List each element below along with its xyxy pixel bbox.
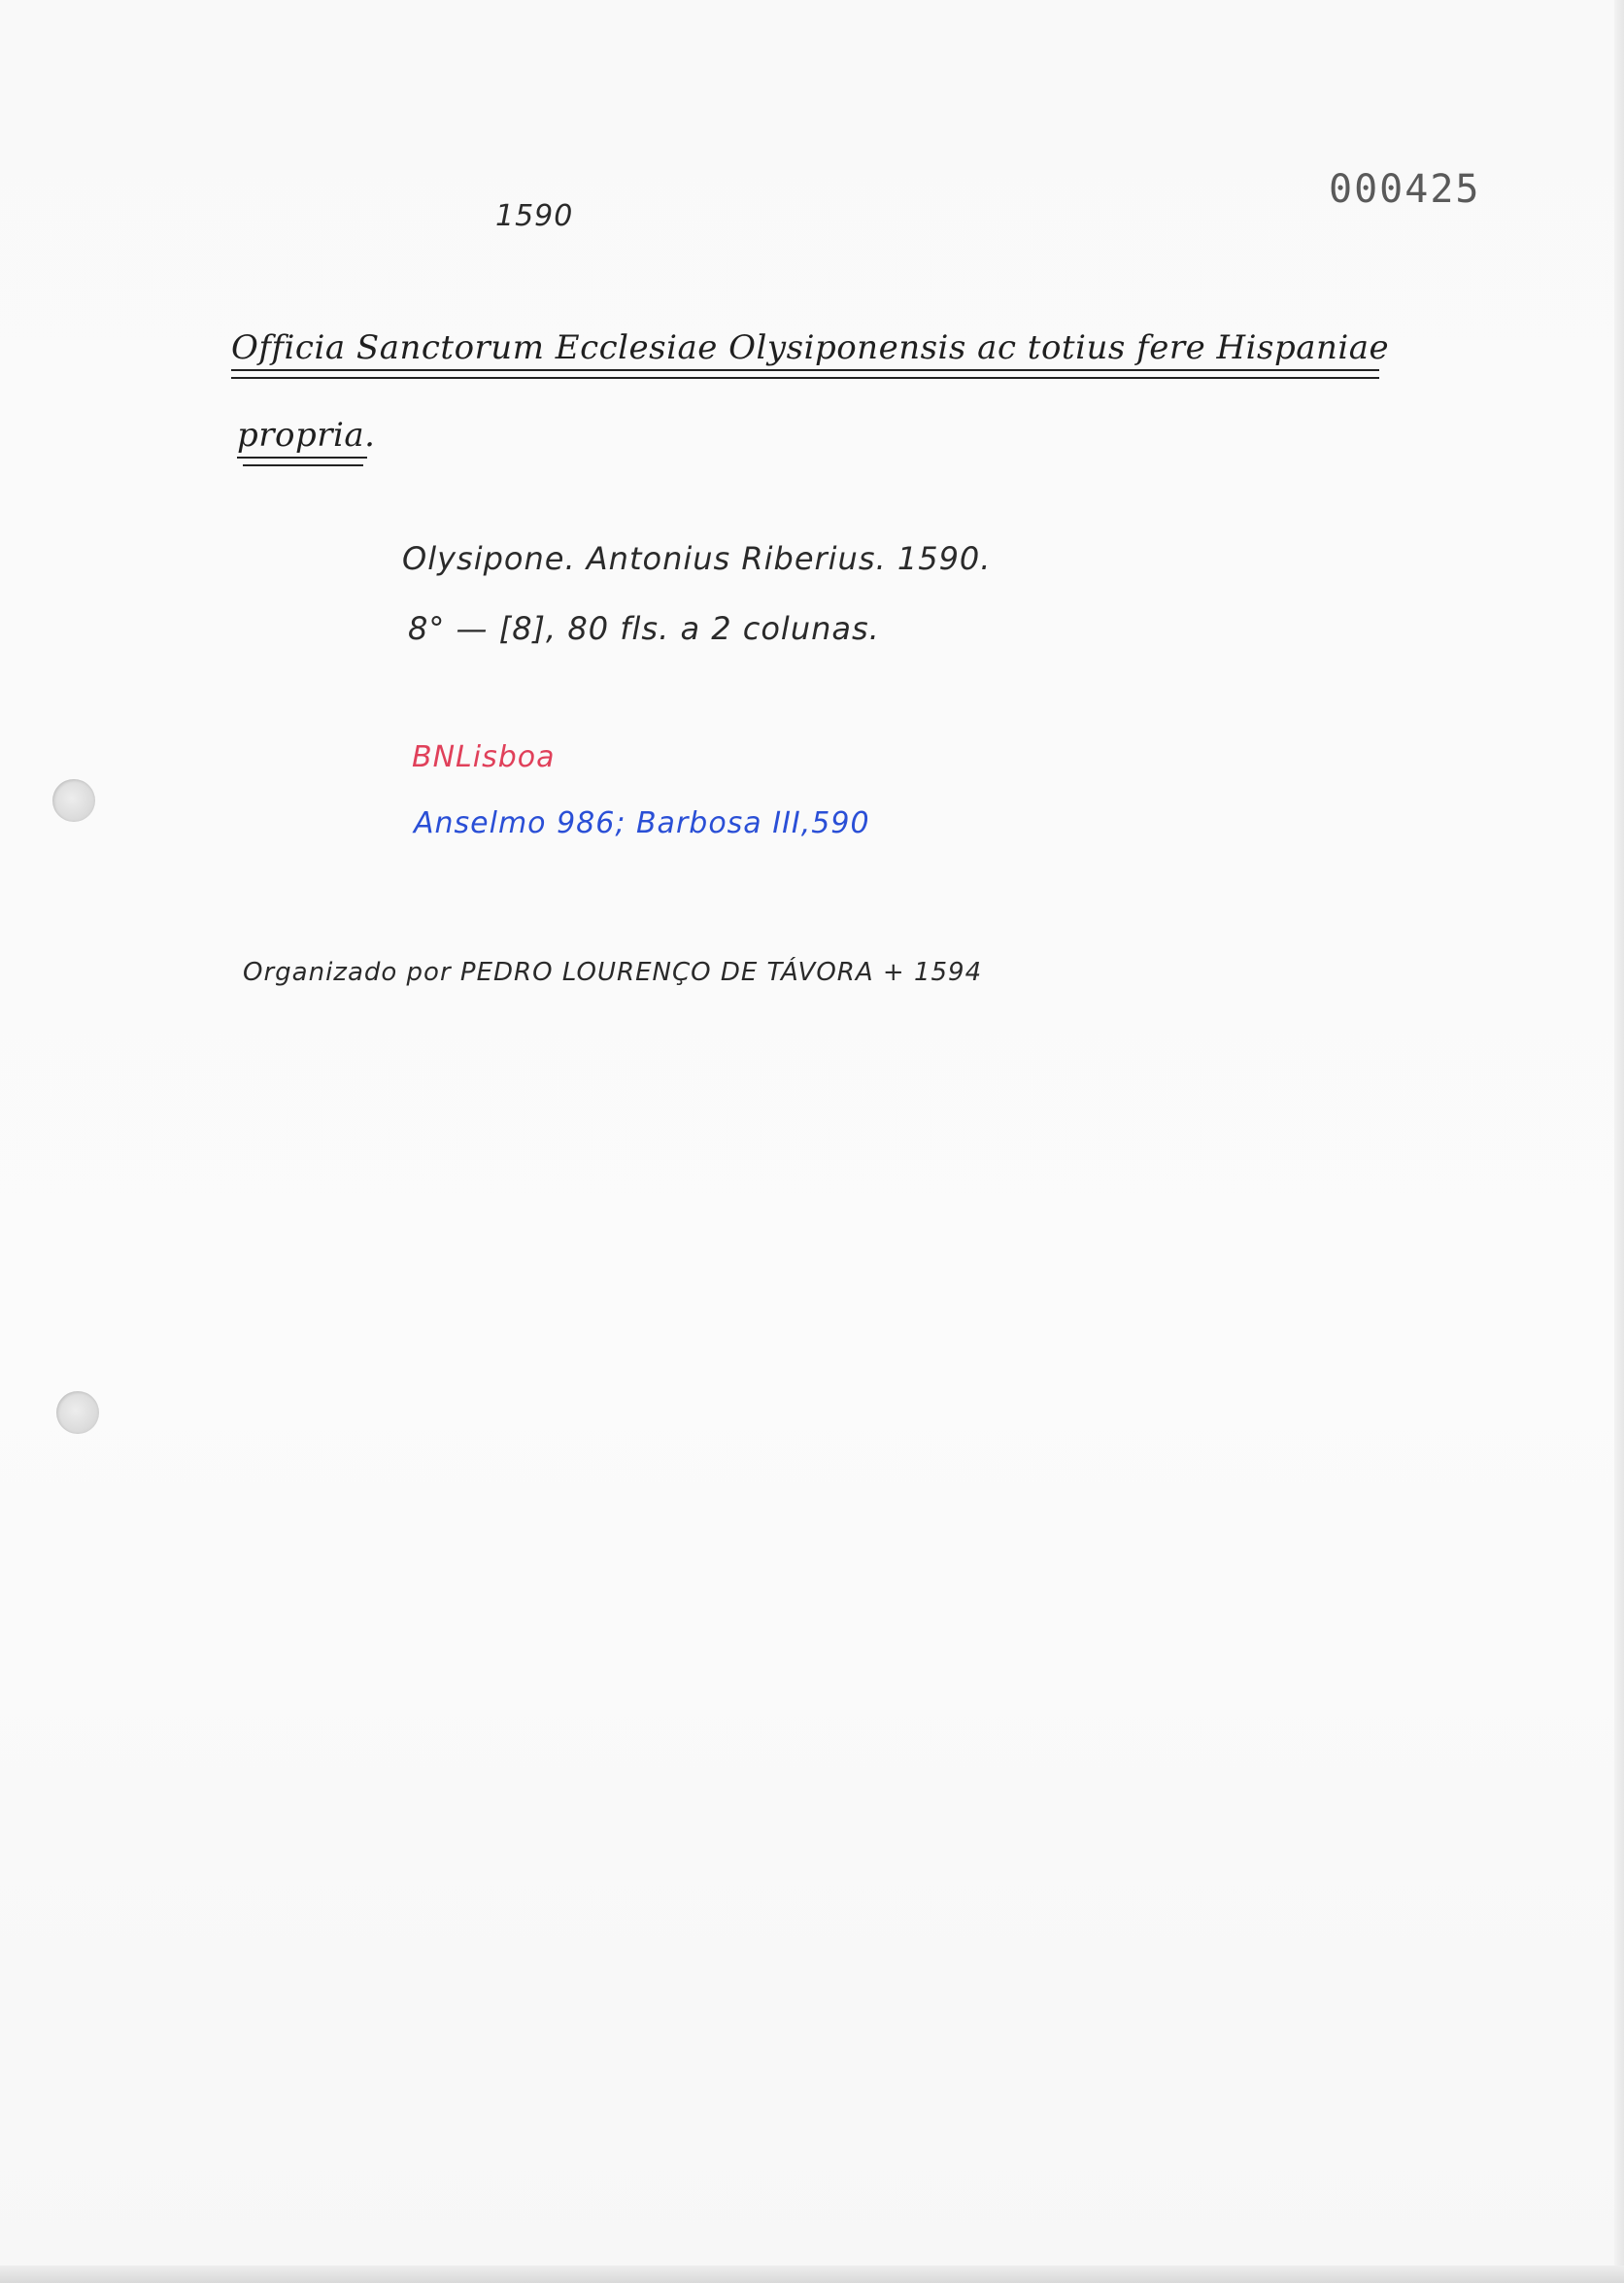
title-underline-1a [231, 369, 1379, 371]
format-line: 8° — [8], 80 fls. a 2 colunas. [408, 610, 880, 647]
title-underline-1b [231, 377, 1379, 379]
punch-hole-bottom [56, 1391, 99, 1434]
imprint-line: Olysipone. Antonius Riberius. 1590. [402, 540, 992, 577]
page-edge-right [1614, 0, 1624, 2283]
title-line-1: Officia Sanctorum Ecclesiae Olysiponensis ac totius fere Hispaniae [231, 328, 1390, 367]
library-holding: BNLisboa [412, 740, 556, 774]
page-edge-bottom [0, 2266, 1624, 2283]
title-line-2: propria. [237, 416, 376, 455]
organizer-note: Organizado por PEDRO LOURENÇO DE TÁVORA + 1594 [243, 958, 983, 987]
title-underline-2a [237, 457, 367, 459]
bibliographic-references: Anselmo 986; Barbosa III,590 [414, 806, 870, 840]
year-header: 1590 [495, 199, 574, 233]
punch-hole-top [52, 779, 95, 822]
title-underline-2b [243, 464, 363, 466]
catalog-number-stamp: 000425 [1329, 167, 1481, 212]
